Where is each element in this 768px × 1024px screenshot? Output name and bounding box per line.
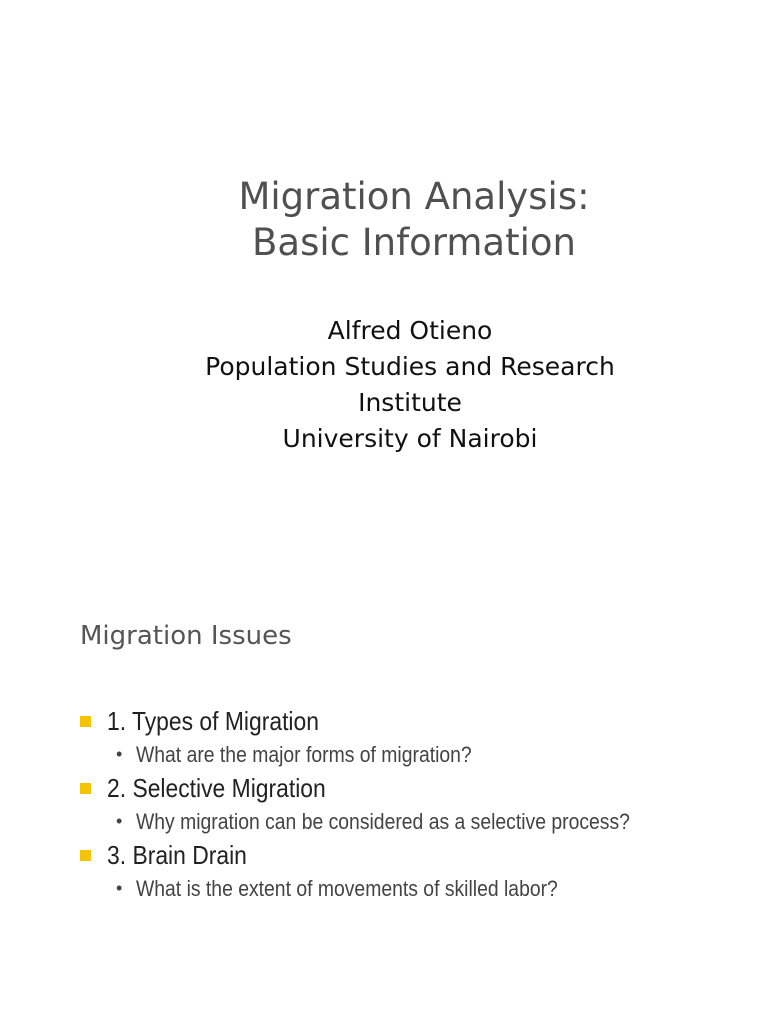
list-item [80,838,740,905]
presentation-title [0,174,768,266]
list-item [80,704,740,771]
sub-item-label: What are the major forms of migration? [136,741,473,767]
author-name: Alfred Otieno [327,316,493,345]
sub-item-label: Why migration can be considered as a selective process? [136,808,631,834]
dot-bullet-icon: • [116,878,123,898]
author-block [0,313,768,457]
square-bullet-icon [80,716,91,727]
issue-row [80,704,740,738]
list-item [80,771,740,838]
dot-bullet-icon: • [116,744,123,764]
title-line-1: Migration Analysis: [238,175,590,218]
issue-row [80,771,740,805]
sub-item [80,872,740,905]
issue-label: 3. Brain Drain [107,839,247,870]
title-line-2: Basic Information [252,221,576,264]
section-title: Migration Issues [80,621,292,651]
issues-list [80,704,740,905]
affiliation-line-3: University of Nairobi [282,424,538,453]
square-bullet-icon [80,783,91,794]
affiliation-line-2: Institute [358,388,462,417]
dot-bullet-icon: • [116,811,123,831]
issue-label: 1. Types of Migration [107,705,319,736]
affiliation-line-1: Population Studies and Research [205,352,615,381]
sub-item [80,805,740,838]
issue-label: 2. Selective Migration [107,772,326,803]
sub-item [80,738,740,771]
sub-item-label: What is the extent of movements of skilled labor? [136,875,559,901]
square-bullet-icon [80,850,91,861]
issue-row [80,838,740,872]
